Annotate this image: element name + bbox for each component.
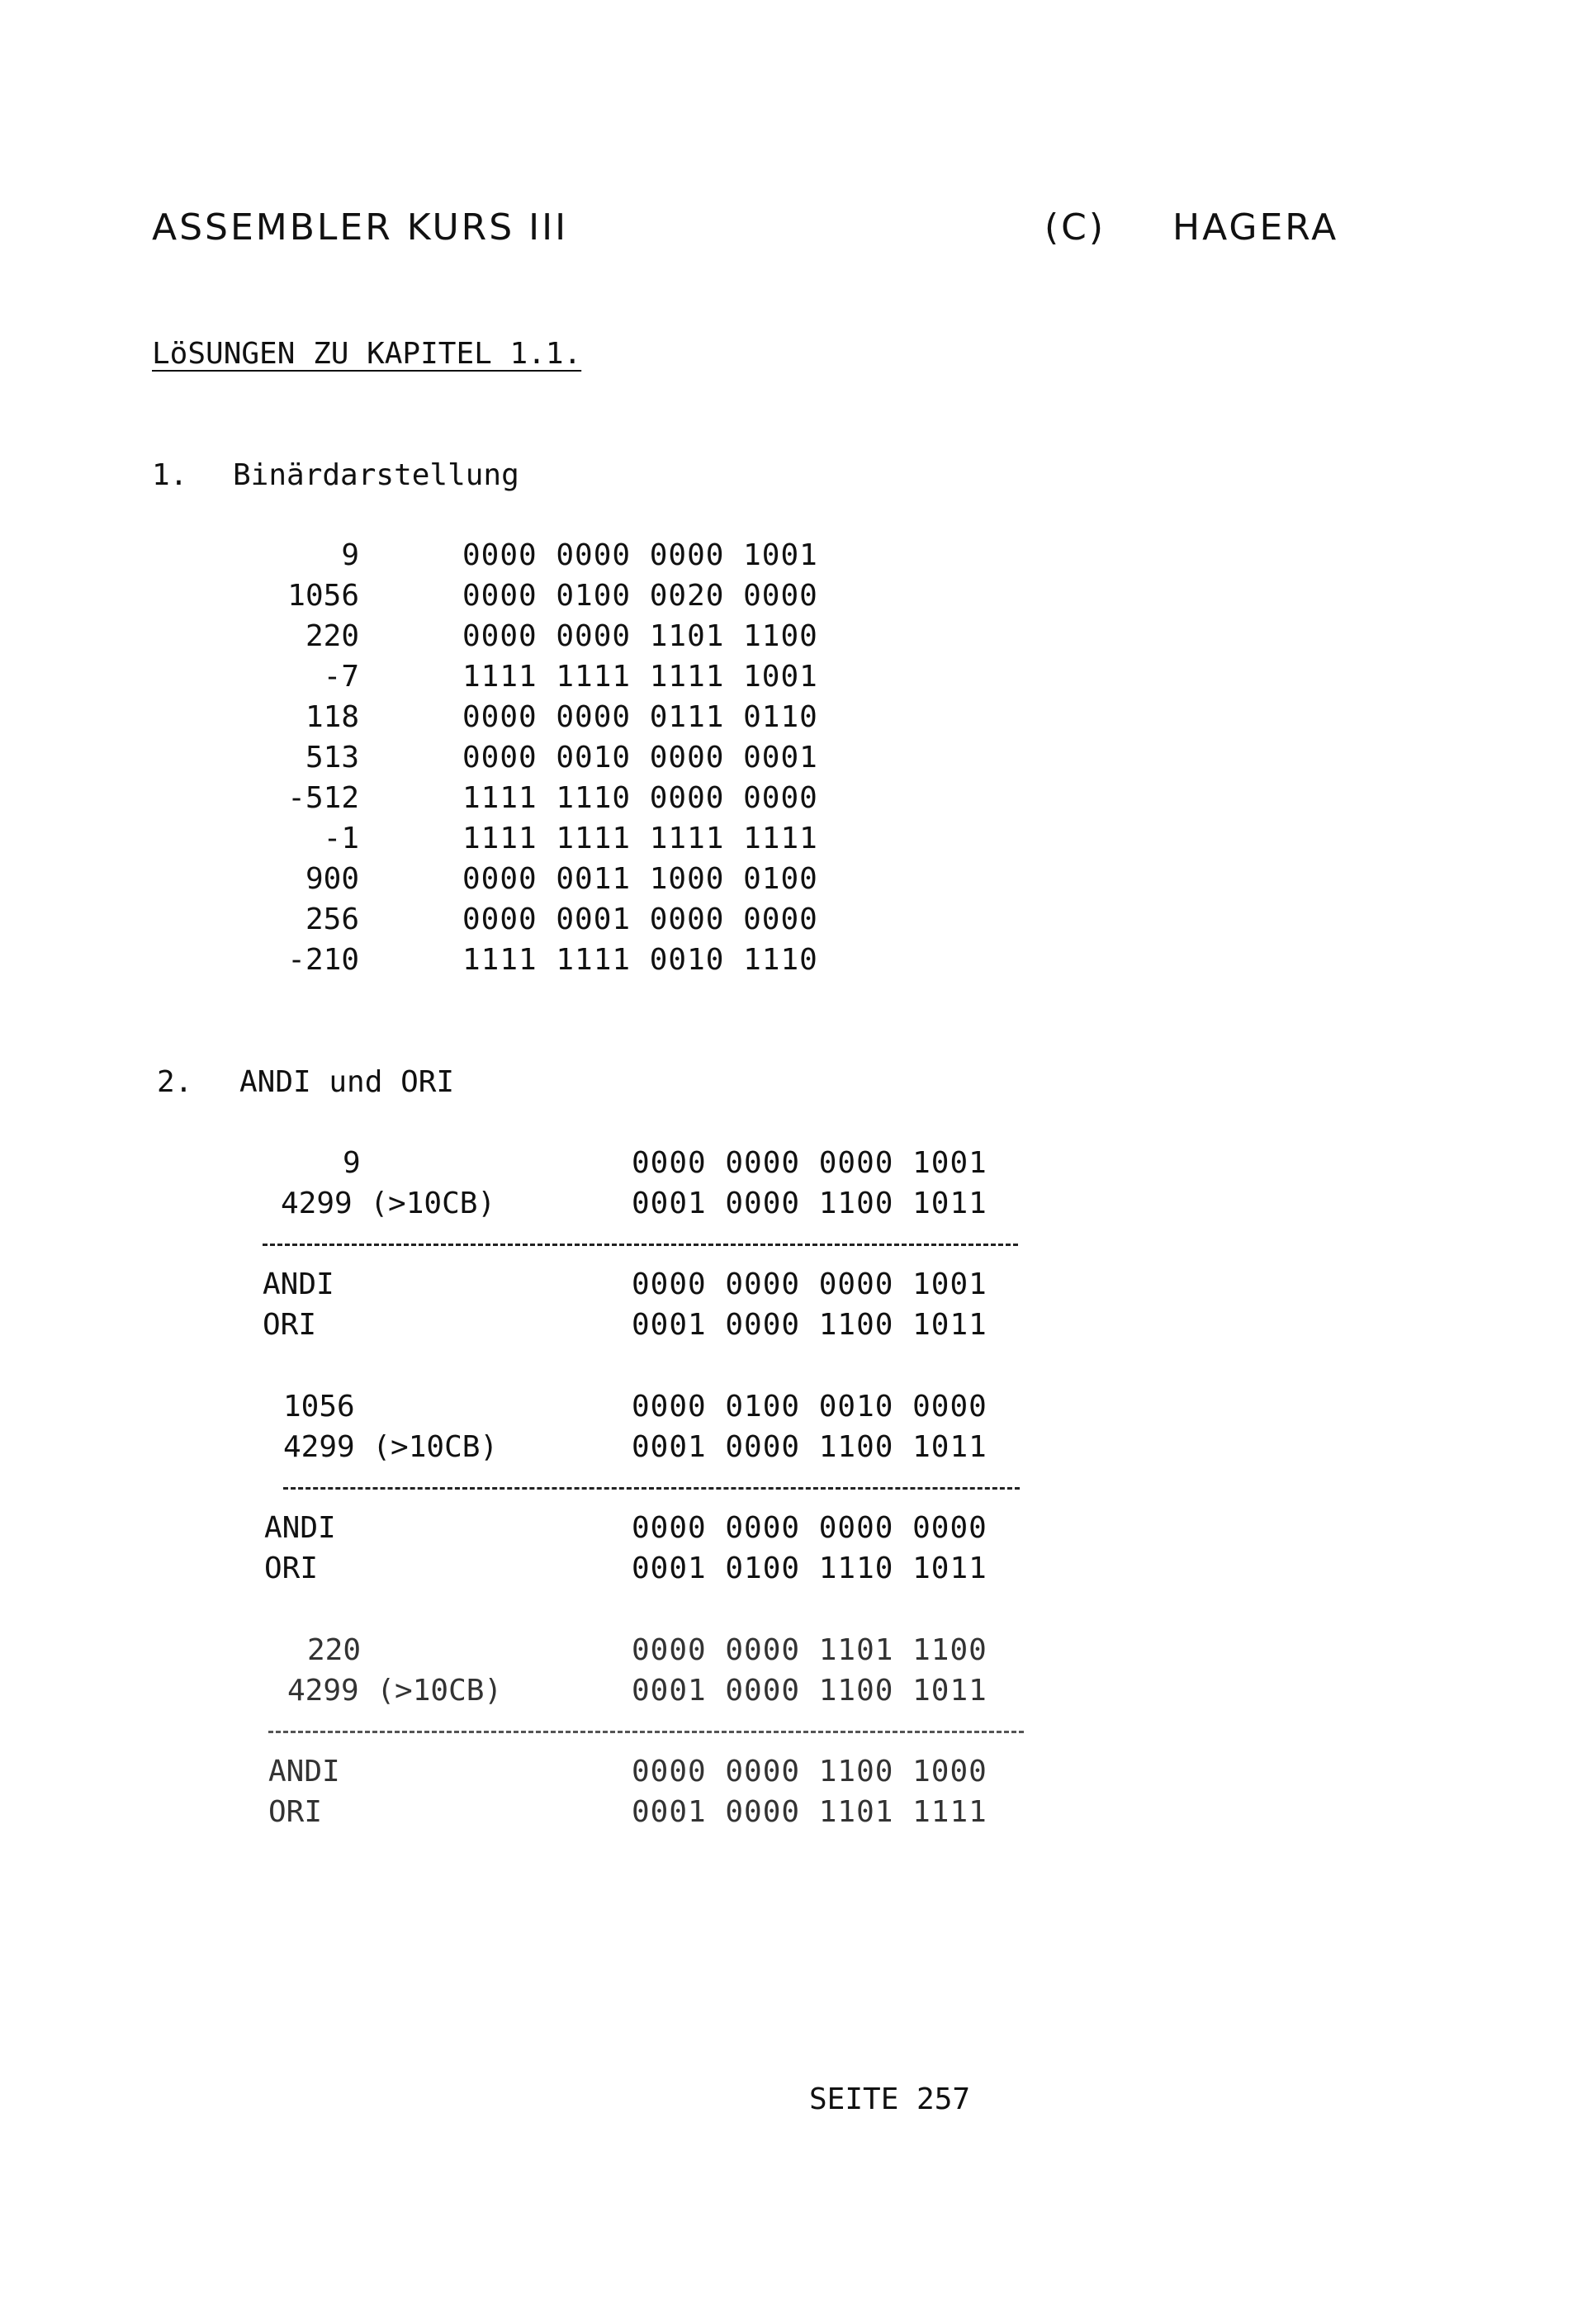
andi-result: 0000 0000 1100 1000 xyxy=(632,1755,987,1788)
decimal-value: 118 xyxy=(305,700,359,734)
operand-b-binary: 0001 0000 1100 1011 xyxy=(632,1430,987,1464)
operand-b-label: 4299 (>10CB) xyxy=(287,1674,503,1708)
binary-value: 0000 0000 0111 0110 xyxy=(462,700,818,734)
page-number: SEITE 257 xyxy=(809,2082,971,2116)
binary-value: 1111 1111 1111 1001 xyxy=(462,660,818,694)
ori-label: ORI xyxy=(263,1308,317,1342)
binary-value: 0000 0000 1101 1100 xyxy=(462,619,818,653)
operand-a-label: 220 xyxy=(307,1633,362,1667)
operand-a-label: 9 xyxy=(343,1146,361,1180)
separator-line xyxy=(263,1244,1018,1246)
author-name: HAGERA xyxy=(1172,206,1339,249)
binary-value: 0000 0001 0000 0000 xyxy=(462,903,818,936)
section1-number: 1. xyxy=(152,458,188,492)
ori-label: ORI xyxy=(264,1552,319,1585)
andi-result: 0000 0000 0000 1001 xyxy=(632,1267,987,1301)
document-title: ASSEMBLER KURS III xyxy=(152,206,569,249)
decimal-value: 900 xyxy=(305,862,359,896)
chapter-subtitle: LöSUNGEN ZU KAPITEL 1.1. xyxy=(152,337,582,371)
decimal-value: -7 xyxy=(323,660,359,694)
ori-result: 0001 0000 1101 1111 xyxy=(632,1795,987,1829)
separator-line xyxy=(268,1731,1024,1733)
binary-value: 0000 0010 0000 0001 xyxy=(462,741,818,775)
operand-b-label: 4299 (>10CB) xyxy=(281,1187,496,1220)
andi-label: ANDI xyxy=(264,1511,336,1545)
decimal-value: -210 xyxy=(287,943,359,977)
binary-value: 1111 1110 0000 0000 xyxy=(462,781,818,815)
operand-b-binary: 0001 0000 1100 1011 xyxy=(632,1187,987,1220)
decimal-value: 9 xyxy=(341,538,359,572)
andi-label: ANDI xyxy=(263,1267,334,1301)
binary-value: 0000 0011 1000 0100 xyxy=(462,862,818,896)
ori-result: 0001 0000 1100 1011 xyxy=(632,1308,987,1342)
section2-number: 2. xyxy=(157,1065,193,1099)
operand-b-binary: 0001 0000 1100 1011 xyxy=(632,1674,987,1708)
decimal-value: 220 xyxy=(305,619,359,653)
separator-line xyxy=(283,1487,1020,1490)
operand-b-label: 4299 (>10CB) xyxy=(283,1430,499,1464)
operand-a-binary: 0000 0000 1101 1100 xyxy=(632,1633,987,1667)
andi-result: 0000 0000 0000 0000 xyxy=(632,1511,987,1545)
ori-label: ORI xyxy=(268,1795,323,1829)
decimal-value: 1056 xyxy=(287,579,359,613)
binary-value: 1111 1111 0010 1110 xyxy=(462,943,818,977)
ori-result: 0001 0100 1110 1011 xyxy=(632,1552,987,1585)
copyright-mark: (C) xyxy=(1044,206,1106,249)
decimal-value: 513 xyxy=(305,741,359,775)
decimal-value: -512 xyxy=(287,781,359,815)
operand-a-binary: 0000 0100 0010 0000 xyxy=(632,1390,987,1424)
binary-value: 0000 0000 0000 1001 xyxy=(462,538,818,572)
operand-a-binary: 0000 0000 0000 1001 xyxy=(632,1146,987,1180)
operand-a-label: 1056 xyxy=(283,1390,355,1424)
binary-value: 0000 0100 0020 0000 xyxy=(462,579,818,613)
decimal-value: -1 xyxy=(323,822,359,855)
andi-label: ANDI xyxy=(268,1755,340,1788)
section2-title: ANDI und ORI xyxy=(239,1065,455,1099)
section1-title: Binärdarstellung xyxy=(233,458,519,492)
binary-value: 1111 1111 1111 1111 xyxy=(462,822,818,855)
decimal-value: 256 xyxy=(305,903,359,936)
